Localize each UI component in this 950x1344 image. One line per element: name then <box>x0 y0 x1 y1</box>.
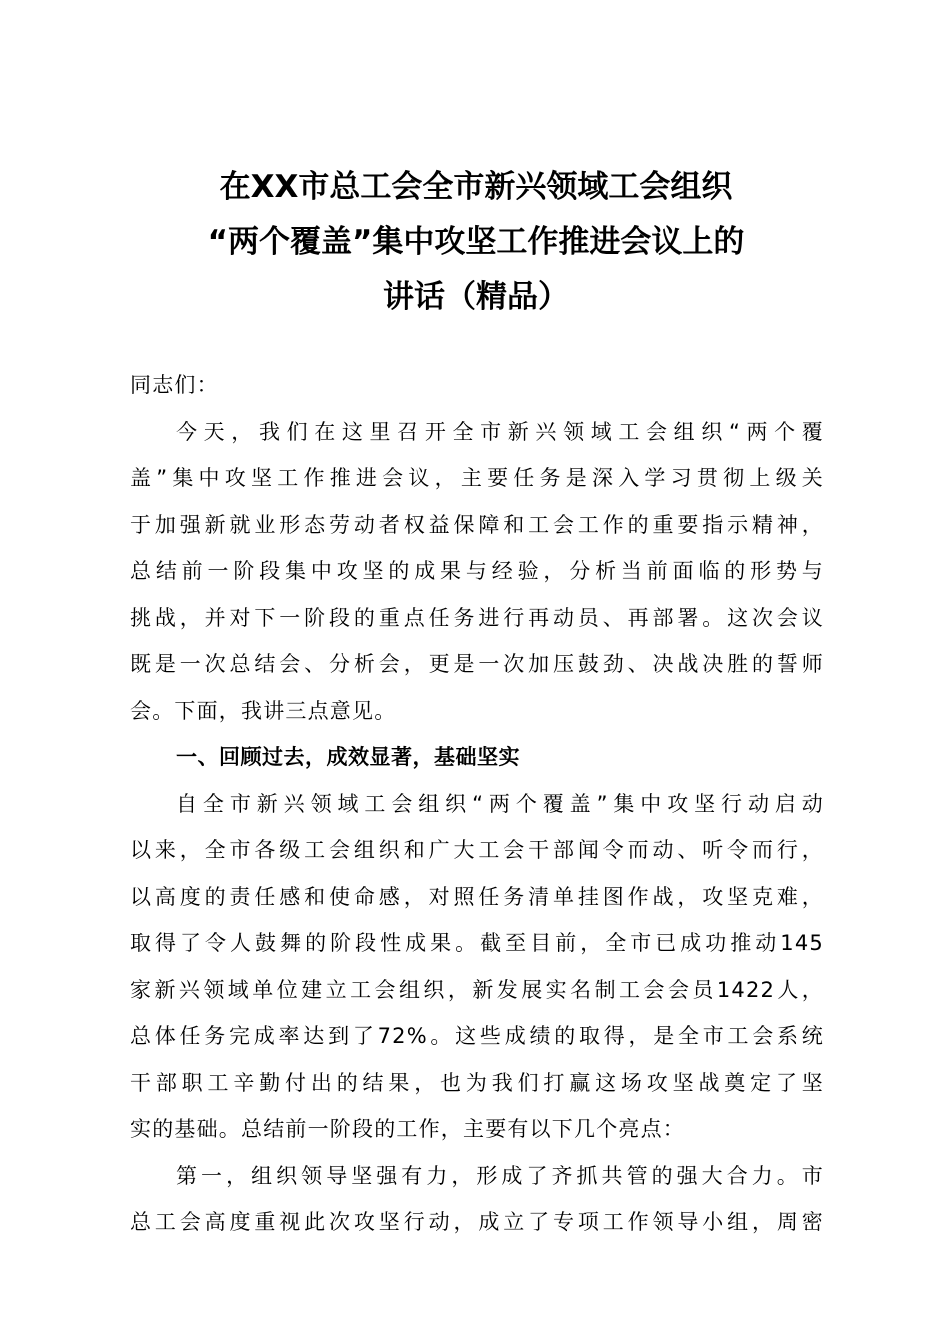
section-heading-1: 一、回顾过去，成效显著，基础坚实 <box>176 745 520 769</box>
paragraph-line: 总体任务完成率达到了72%。这些成绩的取得，是全市工会系统 <box>130 1024 824 1048</box>
paragraph-line: 挑战，并对下一阶段的重点任务进行再动员、再部署。这次会议 <box>130 605 824 630</box>
title-line-1: 在XX市总工会全市新兴领域工会组织 <box>219 169 733 205</box>
paragraph-line: 第一，组织领导坚强有力，形成了齐抓共管的强大合力。市 <box>176 1163 824 1188</box>
paragraph-line: 自全市新兴领域工会组织“两个覆盖”集中攻坚行动启动 <box>176 791 824 816</box>
document-body <box>130 362 824 1246</box>
paragraph-line: 今天，我们在这里召开全市新兴领域工会组织“两个覆 <box>176 419 824 444</box>
paragraph-line: 以高度的责任感和使命感，对照任务清单挂图作战，攻坚克难， <box>130 884 824 909</box>
paragraph-first-point <box>130 1153 824 1246</box>
paragraph-line: 会。下面，我讲三点意见。 <box>130 698 397 723</box>
title-line-3: 讲话（精品） <box>383 279 569 315</box>
paragraph-line: 实的基础。总结前一阶段的工作，主要有以下几个亮点： <box>130 1117 685 1141</box>
paragraph-line: 取得了令人鼓舞的阶段性成果。截至目前，全市已成功推动145 <box>130 931 824 955</box>
paragraph-review <box>130 781 824 1153</box>
paragraph-line: 以来，全市各级工会组织和广大工会干部闻令而动、听令而行， <box>130 838 824 862</box>
paragraph-line: 总结前一阶段集中攻坚的成果与经验，分析当前面临的形势与 <box>130 559 824 583</box>
document-title <box>130 160 822 325</box>
paragraph-line: 于加强新就业形态劳动者权益保障和工会工作的重要指示精神， <box>130 512 824 537</box>
paragraph-line: 盖”集中攻坚工作推进会议，主要任务是深入学习贯彻上级关 <box>130 466 824 490</box>
paragraph-line: 既是一次总结会、分析会，更是一次加压鼓劲、决战决胜的誓师 <box>130 652 824 676</box>
title-line-2: “两个覆盖”集中攻坚工作推进会议上的 <box>207 224 745 260</box>
paragraph-opening <box>130 409 824 735</box>
paragraph-line: 家新兴领域单位建立工会组织，新发展实名制工会会员1422人， <box>130 977 824 1002</box>
paragraph-line: 总工会高度重视此次攻坚行动，成立了专项工作领导小组，周密 <box>130 1210 824 1234</box>
salutation: 同志们： <box>130 373 219 397</box>
paragraph-line: 干部职工辛勤付出的结果，也为我们打赢这场攻坚战奠定了坚 <box>130 1070 824 1095</box>
